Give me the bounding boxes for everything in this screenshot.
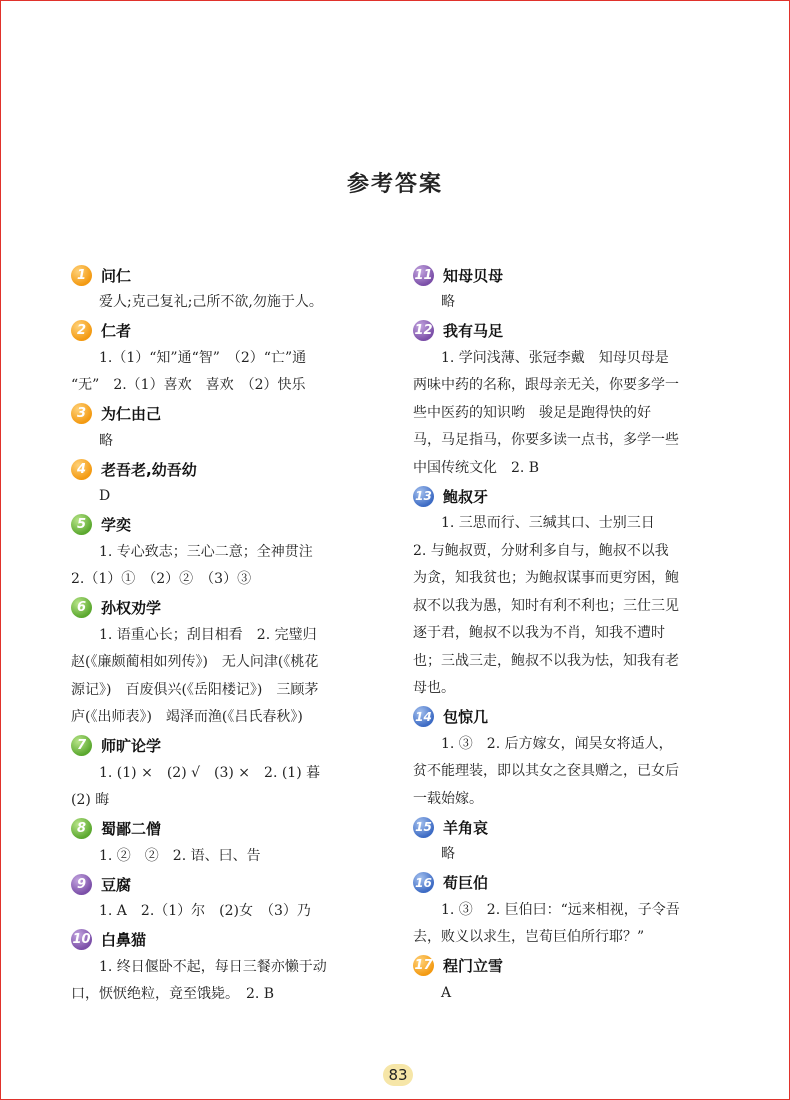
entry-title: 师旷论学 xyxy=(101,737,162,755)
entry-header xyxy=(413,952,723,980)
entry-answer xyxy=(71,898,381,926)
entry-answer xyxy=(413,841,723,869)
answer-line: 1. ③ 2. 后方嫁女，闻吴女将适人， xyxy=(441,735,673,752)
number-badge-icon: 14 xyxy=(413,706,434,727)
answer-entry xyxy=(71,400,381,456)
entry-header xyxy=(71,400,381,428)
entry-title: 豆腐 xyxy=(101,875,132,894)
entry-answer xyxy=(413,510,723,703)
answer-line: (2) 晦 xyxy=(71,792,110,808)
page-title: 参考答案 xyxy=(346,172,443,197)
answer-line: 1. ③ 2. 巨伯曰：“远来相视，子令吾 xyxy=(441,901,680,918)
answer-entry xyxy=(413,317,723,483)
answer-line: 1. A 2.（1）尔 (2)女 （3）乃 xyxy=(99,903,311,919)
entry-header xyxy=(71,261,381,289)
entry-answer xyxy=(71,622,381,732)
entry-answer xyxy=(413,897,723,952)
entry-answer xyxy=(71,483,381,511)
answer-line: 爱人;克己复礼;己所不欲,勿施于人。 xyxy=(99,294,323,310)
number-badge-icon: 17 xyxy=(413,955,434,976)
entry-answer xyxy=(71,843,381,871)
answer-line: 1. (1) × (2) √ (3) × 2. (1) 暮 xyxy=(99,764,321,781)
entry-title: 学奕 xyxy=(101,516,132,534)
answer-line: 些中医药的知识哟 骏足是跑得快的好 xyxy=(413,404,651,421)
entry-header xyxy=(413,261,723,289)
entry-header xyxy=(71,870,381,898)
answer-line: 1. 学问浅薄、张冠李戴 知母贝母是 xyxy=(441,349,669,366)
answer-entry xyxy=(71,261,381,317)
answer-line: 1.（1）“知”通“智” （2）“亡”通 xyxy=(99,349,307,366)
answer-line: 略 xyxy=(441,294,455,310)
answer-line: A xyxy=(441,984,452,1001)
answer-line: D xyxy=(99,488,111,504)
number-badge-icon: 9 xyxy=(71,874,92,895)
answer-line: 逐于君，鲍叔不以我为不肖，知我不遭时 xyxy=(413,625,665,641)
answer-entry xyxy=(71,926,381,1009)
answer-line: “无” 2.（1）喜欢 喜欢 （2）快乐 xyxy=(71,377,306,393)
number-badge-icon: 12 xyxy=(413,320,434,341)
number-badge-icon: 6 xyxy=(71,597,92,618)
entry-answer xyxy=(413,731,723,814)
answer-line: 马，马足指马，你要多读一点书，多学一些 xyxy=(413,432,679,448)
answer-line: 中国传统文化 2. B xyxy=(413,459,540,476)
answer-line: 2.（1）① （2）② （3）③ xyxy=(71,571,252,587)
entry-title: 为仁由己 xyxy=(101,405,162,423)
answer-line: 一载始嫁。 xyxy=(413,790,483,807)
answer-entry xyxy=(413,482,723,703)
answer-line: 略 xyxy=(441,846,455,862)
page-number: 83 xyxy=(383,1064,413,1086)
answer-entry xyxy=(71,732,381,815)
entry-title: 程门立雪 xyxy=(443,957,504,975)
entry-header xyxy=(71,594,381,622)
number-badge-icon: 5 xyxy=(71,514,92,535)
entry-header xyxy=(413,317,723,345)
entry-answer xyxy=(71,954,381,1009)
answer-entry xyxy=(71,815,381,871)
entry-header xyxy=(71,815,381,843)
entry-title: 问仁 xyxy=(101,266,132,285)
answer-entry xyxy=(413,813,723,869)
number-badge-icon: 3 xyxy=(71,403,92,424)
entry-title: 荀巨伯 xyxy=(443,874,489,892)
entry-header xyxy=(71,732,381,760)
number-badge-icon: 11 xyxy=(413,265,434,286)
entry-title: 孙权劝学 xyxy=(101,599,162,617)
answer-line: 庐(《出师表》) 竭泽而渔(《吕氏春秋》) xyxy=(71,709,303,725)
right-column xyxy=(413,261,723,1007)
answer-entry xyxy=(413,703,723,814)
entry-header xyxy=(71,455,381,483)
entry-answer xyxy=(71,289,381,317)
entry-answer xyxy=(413,345,723,483)
number-badge-icon: 13 xyxy=(413,486,434,507)
answer-entry xyxy=(71,594,381,732)
number-badge-icon: 10 xyxy=(71,929,92,950)
answer-entry xyxy=(413,952,723,1008)
entry-answer xyxy=(71,760,381,815)
entry-header xyxy=(71,926,381,954)
answer-line: 1. 终日偃卧不起，每日三餐亦懒于动 xyxy=(99,958,327,975)
answer-line: 源记》) 百废俱兴(《岳阳楼记》) 三顾茅 xyxy=(71,681,319,698)
entry-title: 包惊几 xyxy=(443,708,489,726)
answer-entry xyxy=(71,511,381,594)
answer-line: 2. 与鲍叔贾，分财利多自与，鲍叔不以我 xyxy=(413,542,669,559)
number-badge-icon: 7 xyxy=(71,735,92,756)
entry-title: 知母贝母 xyxy=(443,266,504,285)
entry-title: 我有马足 xyxy=(443,322,504,340)
entry-header xyxy=(413,703,723,731)
entry-header xyxy=(71,511,381,539)
number-badge-icon: 4 xyxy=(71,459,92,480)
entry-title: 鲍叔牙 xyxy=(443,487,489,506)
entry-header xyxy=(71,317,381,345)
entry-title: 老吾老,幼吾幼 xyxy=(101,460,197,479)
entry-title: 蜀鄙二僧 xyxy=(101,820,162,838)
entry-answer xyxy=(71,539,381,594)
answer-line: 叔不以我为愚，知时有利不利也；三仕三见 xyxy=(413,597,679,614)
answer-entry xyxy=(71,455,381,511)
number-badge-icon: 2 xyxy=(71,320,92,341)
answer-line: 两味中药的名称，跟母亲无关，你要多学一 xyxy=(413,377,679,393)
entry-title: 白鼻猫 xyxy=(101,931,147,949)
entry-header xyxy=(413,869,723,897)
answer-line: 略 xyxy=(99,432,113,449)
number-badge-icon: 1 xyxy=(71,265,92,286)
left-column xyxy=(71,261,381,1009)
answer-line: 赵(《廉颇蔺相如列传》) 无人问津(《桃花 xyxy=(71,654,319,670)
entry-title: 羊角哀 xyxy=(443,818,489,837)
answer-entry xyxy=(413,869,723,952)
answer-line: 1. 专心致志；三心二意；全神贯注 xyxy=(99,543,313,560)
answer-line: 也；三战三走，鲍叔不以我为怯，知我有老 xyxy=(413,652,679,669)
entry-answer xyxy=(71,428,381,456)
answer-line: 口，恹恹绝粒，竟至饿毙。 2. B xyxy=(71,986,275,1002)
number-badge-icon: 15 xyxy=(413,817,434,838)
answer-line: 贫不能理装，即以其女之奁具赠之，已女后 xyxy=(413,763,679,779)
answer-line: 1. 三思而行、三缄其口、士别三日 xyxy=(441,515,655,531)
number-badge-icon: 16 xyxy=(413,872,434,893)
entry-answer xyxy=(413,289,723,317)
answer-entry xyxy=(71,317,381,400)
answer-line: 母也。 xyxy=(413,680,455,696)
answer-entry xyxy=(413,261,723,317)
answer-entry xyxy=(71,870,381,926)
number-badge-icon: 8 xyxy=(71,818,92,839)
answer-line: 1. ② ② 2. 语、曰、告 xyxy=(99,847,261,864)
answer-line: 为贪，知我贫也；为鲍叔谋事而更穷困，鲍 xyxy=(413,570,679,586)
entry-title: 仁者 xyxy=(101,322,132,340)
entry-answer xyxy=(413,980,723,1008)
answer-line: 去，败义以求生，岂荀巨伯所行耶？” xyxy=(413,929,645,945)
entry-answer xyxy=(71,345,381,400)
answer-line: 1. 语重心长；刮目相看 2. 完璧归 xyxy=(99,626,317,643)
entry-header xyxy=(413,813,723,841)
entry-header xyxy=(413,482,723,510)
